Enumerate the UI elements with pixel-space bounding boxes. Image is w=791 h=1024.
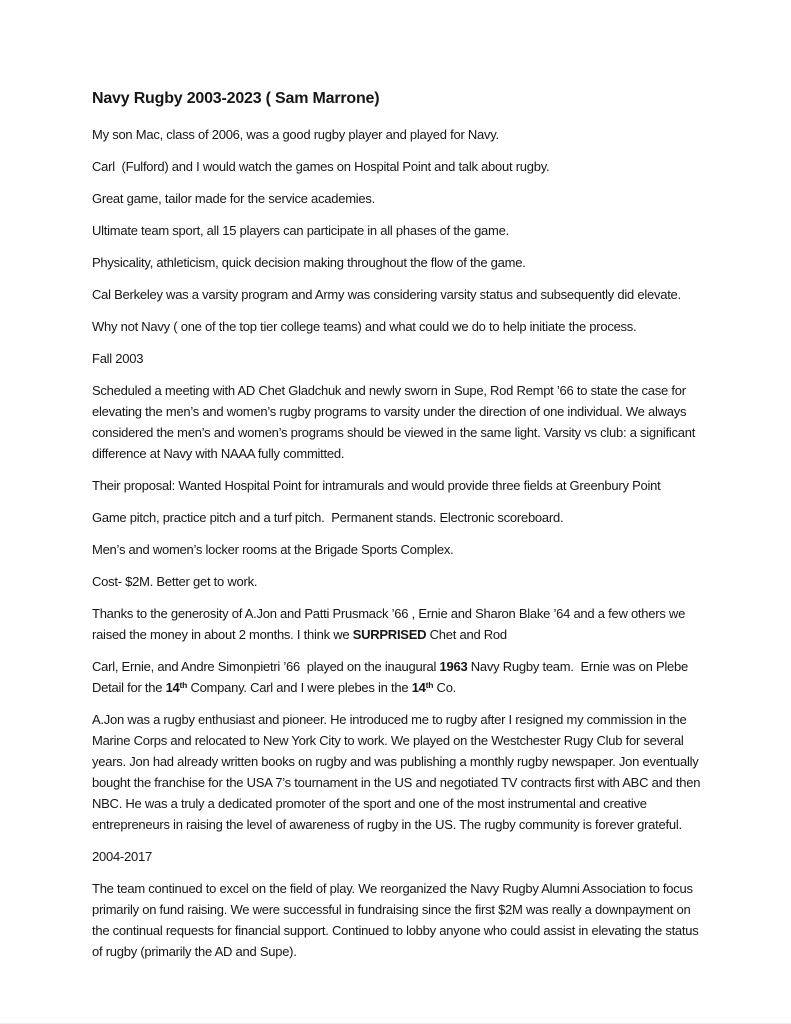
paragraph [92, 656, 708, 698]
text-run: Ultimate team sport, all 15 players can participate in all phases of the game. [92, 223, 509, 238]
text-run: Game pitch, practice pitch and a turf pitch. Permanent stands. Electronic scoreboard. [92, 510, 564, 525]
text-run: Company. Carl and I were plebes in the [187, 680, 412, 695]
text-run: th [425, 680, 434, 690]
text-run: th [179, 680, 188, 690]
paragraph [92, 878, 708, 962]
text-run: Carl (Fulford) and I would watch the games on Hospital Point and talk about rugby. [92, 159, 550, 174]
paragraph [92, 252, 708, 273]
text-run: Men’s and women’s locker rooms at the Brigade Sports Complex. [92, 542, 454, 557]
text-run: 14 [165, 680, 180, 695]
paragraph [92, 539, 708, 560]
text-run: Co. [433, 680, 457, 695]
paragraph [92, 603, 708, 645]
paragraph [92, 709, 708, 835]
paragraph [92, 156, 708, 177]
text-run: Thanks to the generosity of A.Jon and Patti Prusmack ’66 , Ernie and Sharon Blake ’64 and a few others we raised the money in about 2 months. I think we [92, 606, 689, 642]
text-run: The team continued to excel on the field of play. We reorganized the Navy Rugby Alumni Association to focus primarily on fund raising. We were successful in fundraising since the first $2M was really a downpayment on the continual requests for financial support. Continued to lobby anyone who could assist in elevating the status of rugby (primarily the AD and Supe). [92, 881, 702, 959]
text-run: Scheduled a meeting with AD Chet Gladchuk and newly sworn in Supe, Rod Rempt ’66 to state the case for elevating the men’s and women’s rugby programs to varsity under the direction of one individual. We always considered the men’s and women’s programs should be viewed in the same light. Varsity vs club: a significant difference at Navy with NAAA fully committed. [92, 383, 699, 461]
text-run: Cost- $2M. Better get to work. [92, 574, 258, 589]
text-run: Physicality, athleticism, quick decision making throughout the flow of the game. [92, 255, 526, 270]
paragraph [92, 284, 708, 305]
paragraph [92, 220, 708, 241]
text-run: SURPRISED [352, 627, 427, 642]
document-title: Navy Rugby 2003-2023 ( Sam Marrone) [92, 90, 380, 107]
text-run: A.Jon was a rugby enthusiast and pioneer. He introduced me to rugby after I resigned my commission in the Marine Corps and relocated to New York City to work. We played on the Westchester Rugy Club for several years. Jon had already written books on rugby and was publishing a monthly rugby newspaper. Jon eventually bought the franchise for the USA 7’s tournament in the US and negotiated TV contracts first with ABC and then NBC. He was a truly a dedicated promoter of the sport and one of the most instrumental and creative entrepreneurs in raising the level of awareness of rugby in the US. The rugby community is forever grateful. [92, 712, 704, 832]
text-run: My son Mac, class of 2006, was a good rugby player and played for Navy. [92, 127, 499, 142]
text-run: Cal Berkeley was a varsity program and Army was considering varsity status and subsequently did elevate. [92, 287, 681, 302]
paragraph [92, 507, 708, 528]
text-run: Why not Navy ( one of the top tier college teams) and what could we do to help initiate the process. [92, 319, 637, 334]
paragraph [92, 571, 708, 592]
text-run: Chet and Rod [426, 627, 507, 642]
text-run: Carl, Ernie, and Andre Simonpietri ’66 played on the inaugural [92, 659, 440, 674]
text-run: Their proposal: Wanted Hospital Point for intramurals and would provide three fields at Greenbury Point [92, 478, 661, 493]
text-run: Fall 2003 [92, 351, 144, 366]
text-run: Great game, tailor made for the service academies. [92, 191, 376, 206]
paragraph [92, 475, 708, 496]
paragraph [92, 188, 708, 209]
paragraph [92, 846, 708, 867]
text-run: 1963 [439, 659, 468, 674]
text-run: 14 [411, 680, 426, 695]
document-body [92, 124, 708, 962]
paragraph [92, 348, 708, 369]
paragraph [92, 380, 708, 464]
text-run: 2004-2017 [92, 849, 152, 864]
paragraph [92, 124, 708, 145]
paragraph [92, 316, 708, 337]
text-run: Navy Rugby team. Ernie was on Plebe Detail for the [92, 659, 692, 695]
